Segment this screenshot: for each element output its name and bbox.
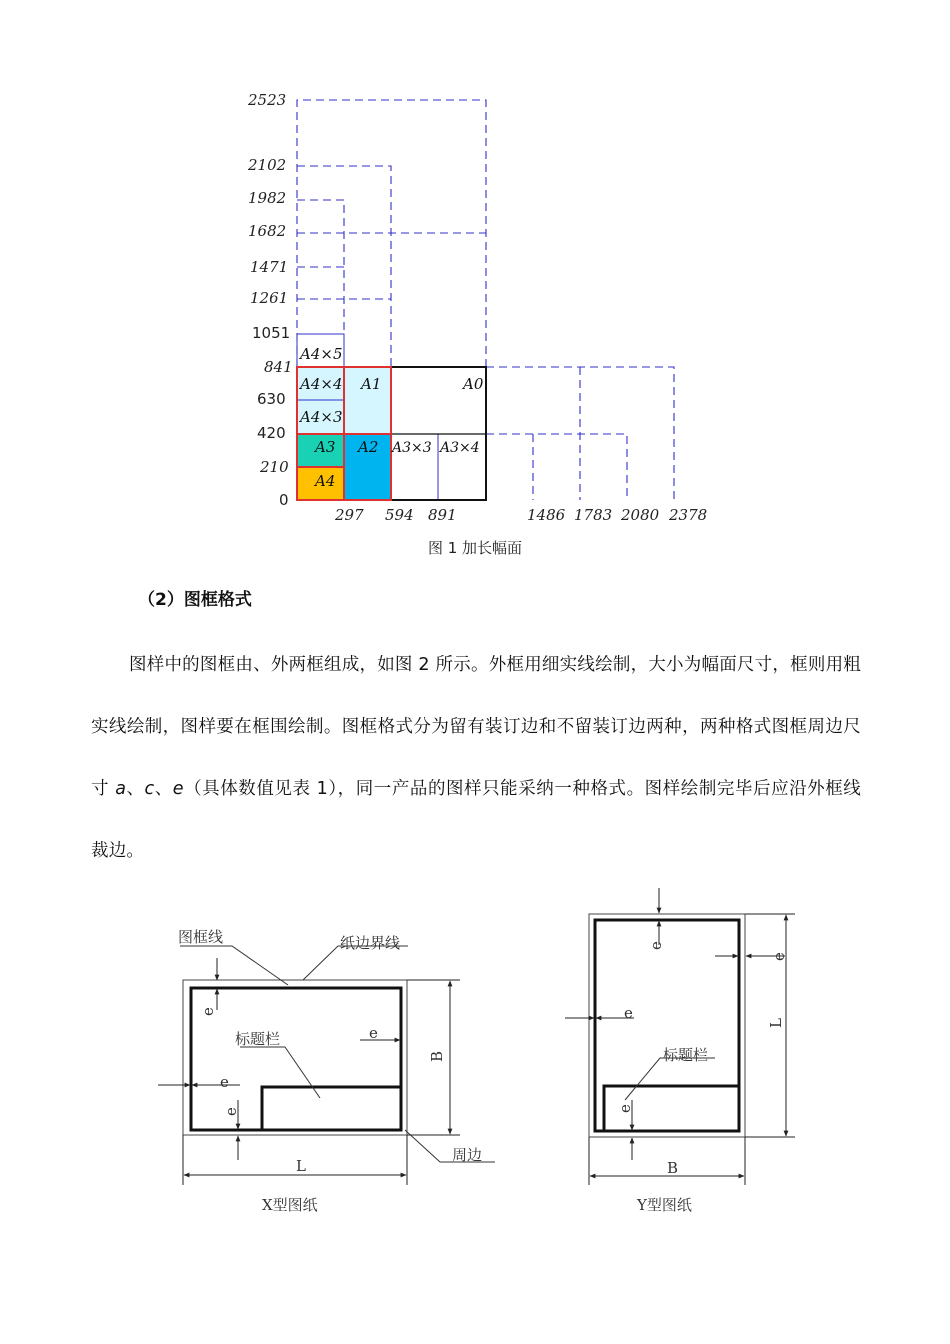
y-label-1682: 1682 [248,222,287,240]
y-label-841: 841 [264,358,293,376]
x-e-right: e [369,1024,378,1042]
y-label-1051: 1051 [252,324,291,342]
y-e-top: e [647,941,665,950]
x-dim-l: L [296,1157,306,1175]
x-label-297: 297 [335,506,364,524]
x-e-bottom: e [222,1107,240,1116]
figure-1-caption: 图 1 加长幅面 [427,539,523,557]
section-title: （2）图框格式 [138,590,252,610]
figure-2-frame-formats [0,880,950,1230]
label-a2: A2 [358,438,379,456]
label-a1: A1 [361,375,382,393]
label-a3x4: A3×4 [440,440,480,456]
x-label-594: 594 [385,506,414,524]
x-e-left: e [220,1073,229,1091]
label-a4: A4 [315,472,336,490]
x-frame-line-label: 图框线 [178,928,224,946]
y-label-210: 210 [260,458,289,476]
y-label-2523: 2523 [248,91,287,109]
y-label-2102: 2102 [248,156,287,174]
label-a3x3: A3×3 [392,440,432,456]
y-dim-b: B [667,1159,679,1177]
y-e-left: e [624,1004,633,1022]
y-label-420: 420 [257,424,286,442]
x-label-1486: 1486 [527,506,566,524]
y-dim-l: L [767,1018,785,1028]
x-label-891: 891 [428,506,457,524]
label-a3: A3 [315,438,336,456]
x-title-block-label: 标题栏 [235,1030,281,1048]
label-a4x4: A4×4 [300,375,343,393]
x-type-caption: X型图纸 [262,1196,318,1214]
body-paragraph: 图样中的图框由、外两框组成，如图 2 所示。外框用细实线绘制，大小为幅面尺寸，框则用粗实线绘制，图样要在框围绘制。图框格式分为留有装订边和不留装订边两种，两种格式图框周边尺寸 a、c、e（具体数值见表 1），同一产品的图样只能采纳一种格式。图样绘制完毕后应沿外框线裁边。 [91,655,861,861]
y-e-bottom: e [616,1104,634,1113]
y-e-right: e [770,952,788,961]
x-border-line-label: 纸边界线 [340,934,401,952]
x-margin-label: 周边 [452,1146,483,1164]
y-label-630: 630 [257,390,286,408]
label-a0: A0 [463,375,484,393]
x-label-2080: 2080 [621,506,660,524]
label-a4x5: A4×5 [300,345,343,363]
y-label-0: 0 [279,491,289,509]
x-type-drawing [158,928,495,1214]
y-type-drawing [565,888,795,1214]
figure-1-extended-sizes [0,0,950,540]
x-dim-b: B [428,1050,446,1062]
x-label-1783: 1783 [574,506,613,524]
y-label-1982: 1982 [248,189,287,207]
y-label-1471: 1471 [250,258,289,276]
x-label-2378: 2378 [669,506,708,524]
y-title-block-label: 标题栏 [663,1046,709,1064]
label-a4x3: A4×3 [300,408,343,426]
y-label-1261: 1261 [250,289,289,307]
y-type-caption: Y型图纸 [637,1196,692,1214]
x-e-top: e [199,1007,217,1016]
